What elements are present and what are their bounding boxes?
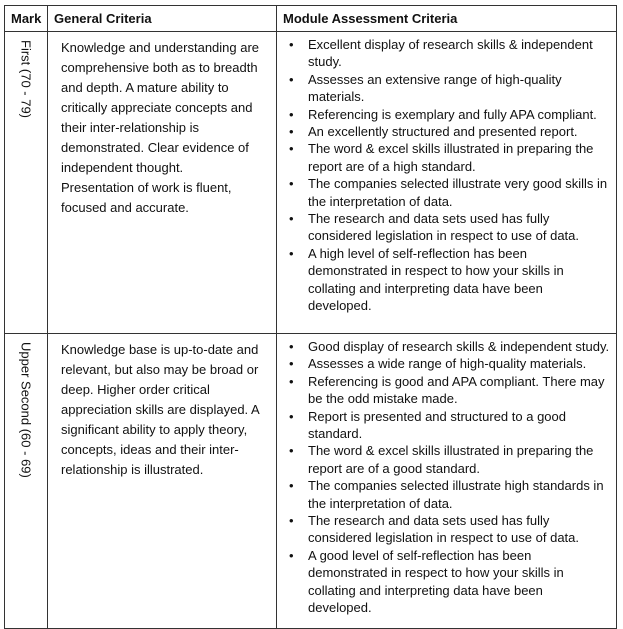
list-item: • The companies selected illustrate high standards in the interpretation of data. <box>277 477 610 512</box>
list-item: • The research and data sets used has fully considered legislation in respect to use of data. <box>277 512 610 547</box>
list-item: • Excellent display of research skills & independent study. <box>277 36 610 71</box>
table-row-upper-second <box>5 334 617 629</box>
general-paragraph: Knowledge base is up-to-date and relevant, but also may be broad or deep. Higher order critical appreciation skills are displayed. A significant ability to apply theory, concepts, ideas and their inter-relationship is illustrated. <box>61 342 260 477</box>
list-item: • The research and data sets used has fully considered legislation in respect to use of data. <box>277 210 610 245</box>
general-paragraph: Presentation of work is fluent, focused and accurate. <box>61 180 232 215</box>
list-item: • The word & excel skills illustrated in preparing the report are of a good standard. <box>277 442 610 477</box>
list-item: • Assesses an extensive range of high-quality materials. <box>277 71 610 106</box>
list-item: • Report is presented and structured to a good standard. <box>277 408 610 443</box>
header-row <box>5 6 617 32</box>
mark-cell <box>5 334 48 629</box>
table-row-first <box>5 32 617 334</box>
list-item: • A good level of self-reflection has been demonstrated in respect to how your skills in collating and interpreting data have been developed. <box>277 547 610 617</box>
list-item: • Referencing is good and APA compliant. There may be the odd mistake made. <box>277 373 610 408</box>
module-criteria-list <box>277 338 610 617</box>
list-item: • The companies selected illustrate very good skills in the interpretation of data. <box>277 175 610 210</box>
mark-label: First (70 - 79) <box>18 40 34 119</box>
header-mark: Mark <box>5 6 48 32</box>
header-module-criteria: Module Assessment Criteria <box>277 6 617 32</box>
list-item: • A high level of self-reflection has been demonstrated in respect to how your skills in collating and interpreting data have been developed. <box>277 245 610 315</box>
general-criteria-cell <box>48 334 277 629</box>
list-item: • Good display of research skills & independent study. <box>277 338 610 355</box>
header-general-criteria: General Criteria <box>48 6 277 32</box>
module-criteria-cell <box>277 334 617 629</box>
list-item: • An excellently structured and presented report. <box>277 123 610 140</box>
general-criteria-cell <box>48 32 277 334</box>
list-item: • Assesses a wide range of high-quality materials. <box>277 355 610 372</box>
general-paragraph: Knowledge and understanding are comprehensive both as to breadth and depth. A mature ability to critically appreciate concepts and their inter-relationship is demonstrated. Clear evidence of independent thought. <box>61 40 260 175</box>
assessment-criteria-table <box>4 5 617 629</box>
list-item: • Referencing is exemplary and fully APA compliant. <box>277 106 610 123</box>
module-criteria-cell <box>277 32 617 334</box>
module-criteria-list <box>277 36 610 315</box>
mark-label: Upper Second (60 - 69) <box>18 342 34 478</box>
list-item: • The word & excel skills illustrated in preparing the report are of a high standard. <box>277 140 610 175</box>
mark-cell <box>5 32 48 334</box>
